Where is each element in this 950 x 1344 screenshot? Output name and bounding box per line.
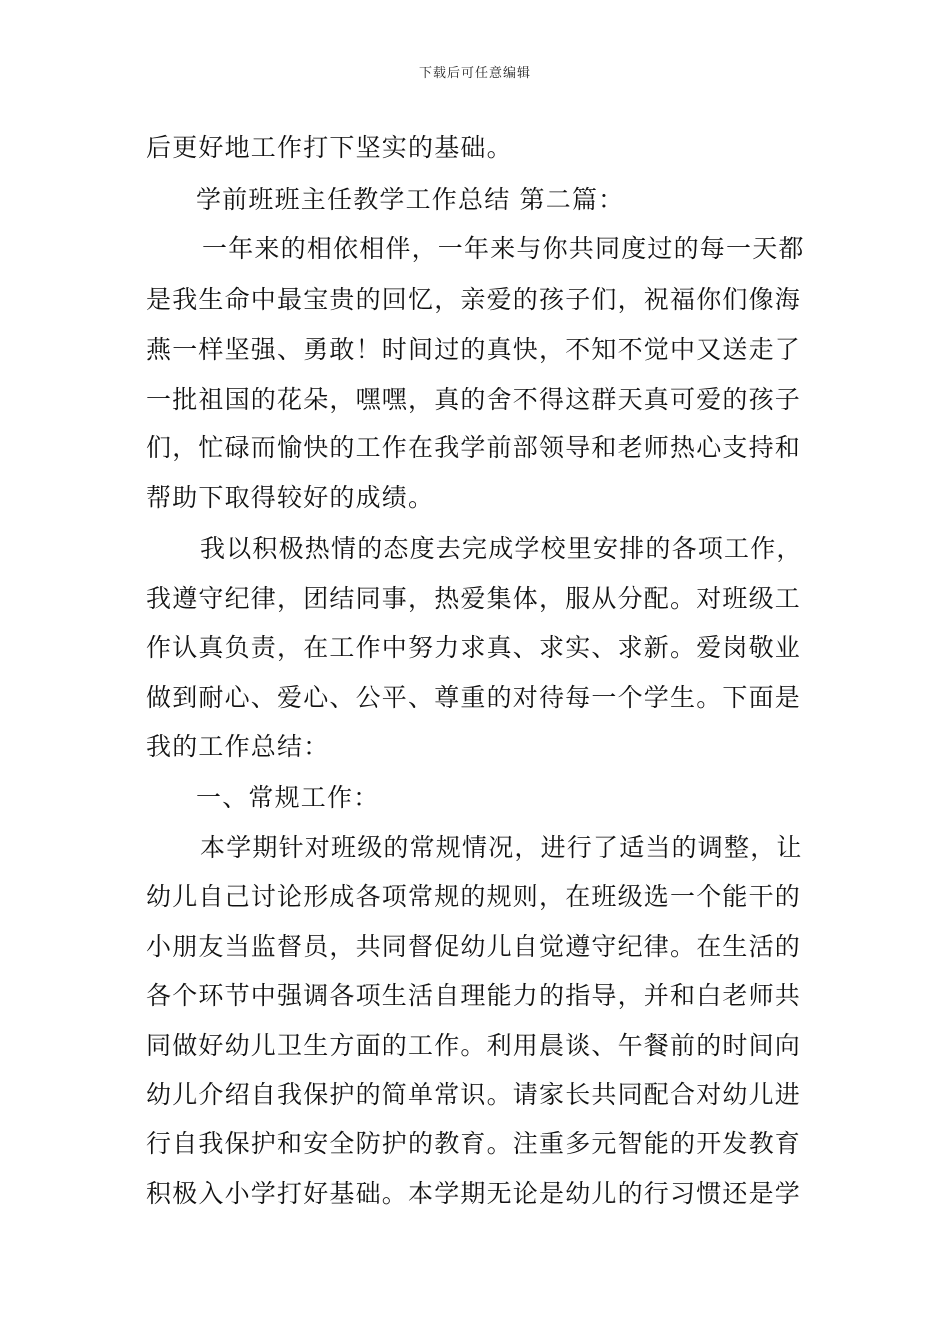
text-line: 是我生命中最宝贵的回忆，亲爱的孩子们，祝福你们像海 (146, 285, 802, 314)
text-line: 本学期针对班级的常规情况，进行了适当的调整，让 (200, 833, 803, 862)
text-line: 帮助下取得较好的成绩。 (146, 483, 435, 512)
text-line: 同做好幼儿卫生方面的工作。利用晨谈、午餐前的时间向 (146, 1031, 802, 1060)
text-line: 我以积极热情的态度去完成学校里安排的各项工作， (200, 534, 803, 563)
text-line: 后更好地工作打下坚实的基础。 (146, 133, 513, 162)
text-line: 幼儿自己讨论形成各项常规的规则，在班级选一个能干的 (146, 882, 802, 911)
text-line: 一、常规工作： (196, 783, 380, 812)
text-line: 学前班班主任教学工作总结 第二篇： (196, 185, 625, 214)
text-line: 们，忙碌而愉快的工作在我学前部领导和老师热心支持和 (146, 433, 802, 462)
text-line: 我遵守纪律，团结同事，热爱集体，服从分配。对班级工 (146, 584, 802, 613)
text-line: 小朋友当监督员，共同督促幼儿自觉遵守纪律。在生活的 (146, 932, 802, 961)
text-line: 一年来的相依相伴，一年来与你共同度过的每一天都 (202, 234, 805, 263)
text-line: 一批祖国的花朵，嘿嘿，真的舍不得这群天真可爱的孩子 (146, 385, 802, 414)
text-line: 做到耐心、爱心、公平、尊重的对待每一个学生。下面是 (146, 683, 802, 712)
text-line: 作认真负责，在工作中努力求真、求实、求新。爱岗敬业 (146, 633, 802, 662)
text-line: 我的工作总结： (146, 732, 330, 761)
text-line: 各个环节中强调各项生活自理能力的指导，并和白老师共 (146, 981, 802, 1010)
page-header: 下载后可任意编辑 (418, 66, 531, 81)
text-line: 积极入小学打好基础。本学期无论是幼儿的行习惯还是学 (146, 1179, 802, 1208)
text-line: 幼儿介绍自我保护的简单常识。请家长共同配合对幼儿进 (146, 1080, 802, 1109)
text-line: 燕一样坚强、勇敢！时间过的真快，不知不觉中又送走了 (146, 335, 802, 364)
text-line: 行自我保护和安全防护的教育。注重多元智能的开发教育 (146, 1129, 802, 1158)
